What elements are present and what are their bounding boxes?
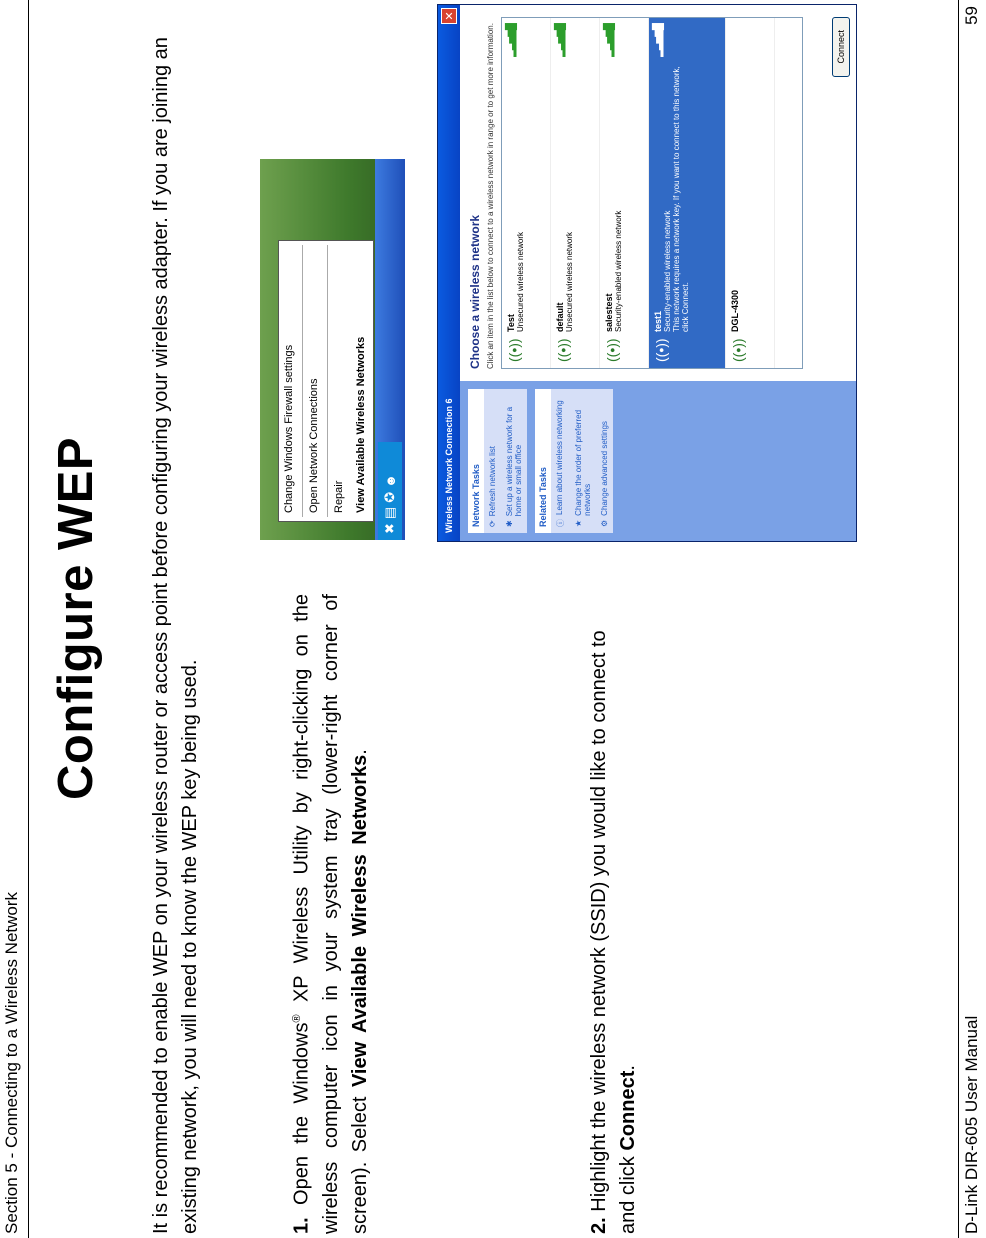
step-1-number: 1. [290, 1217, 313, 1234]
antenna-icon: ((•)) [506, 338, 522, 362]
signal-bars-icon: ▂▃▅▆█ [604, 24, 615, 57]
network-detail: This network requires a network key. If you want to connect to this network, click Connect. [672, 66, 690, 332]
network-name: DGL-4300 [730, 289, 740, 332]
close-button[interactable]: ✕ [441, 8, 457, 24]
advanced-label: Change advanced settings [600, 421, 609, 516]
related-tasks-pane [535, 389, 613, 533]
choose-network-heading: Choose a wireless network [468, 214, 482, 369]
step-1-text: Open the Windows [290, 1022, 313, 1205]
network-name: default [555, 302, 565, 332]
step-1-end: . [348, 749, 371, 755]
related-tasks-header: Related Tasks [535, 389, 551, 533]
signal-bars-icon: ▂▃▅▆█ [653, 24, 664, 57]
button-row [836, 17, 846, 77]
learn-label: Learn about wireless networking [555, 400, 564, 515]
tray-context-menu [278, 240, 374, 522]
menu-item-firewall[interactable]: Change Windows Firewall settings [283, 344, 295, 513]
step-1-text-cont: XP Wireless Utility by right-clicking on the wireless computer icon in your system tray (lower-right corner of screen). Select [290, 593, 371, 1234]
network-item[interactable] [502, 18, 551, 368]
network-tasks-header: Network Tasks [468, 389, 484, 533]
page-title: Configure WEP [49, 436, 103, 800]
antenna-icon: ((•)) [555, 338, 571, 362]
step-1 [283, 594, 375, 1234]
star-icon: ★ [574, 519, 583, 527]
network-status: Unsecured wireless network [516, 231, 525, 332]
order-label: Change the order of preferred networks [574, 409, 592, 516]
refresh-icon: ⟳ [488, 520, 497, 527]
setup-icon: ✱ [505, 520, 514, 527]
messenger-tray-icon[interactable]: ☻ [382, 474, 398, 488]
system-tray [378, 442, 402, 540]
network-name: test1 [653, 310, 663, 332]
network-item[interactable] [600, 18, 649, 368]
order-task[interactable] [570, 389, 596, 533]
network-status: Security-enabled wireless network [614, 210, 623, 332]
page-number: 59 [962, 6, 981, 25]
window-title: Wireless Network Connection 6 [444, 398, 454, 533]
learn-task[interactable] [551, 389, 570, 533]
menu-item-repair[interactable]: Repair [333, 480, 345, 513]
setup-task[interactable] [501, 389, 527, 533]
signal-bars-icon: ▂▃▅▆█ [555, 24, 566, 57]
step-2-bold: Connect [617, 1070, 639, 1151]
network-tasks-pane [468, 389, 527, 533]
registered-mark: ® [291, 1014, 303, 1023]
network-item[interactable] [726, 18, 775, 368]
intro-paragraph: It is recommended to enable WEP on your wireless router or access point before configuring your wireless adapter. If you are joining an existing network, you will need to know the WEP key being used. [150, 37, 201, 1234]
step-2 [585, 594, 643, 1234]
network-list-area [460, 5, 856, 381]
signal-bars-icon: ▂▃▅▆█ [506, 24, 517, 57]
step-1-bold: View Available Wireless Networks [348, 754, 371, 1088]
network-item[interactable] [551, 18, 600, 368]
network-item-selected[interactable] [649, 18, 726, 368]
step-2-text: Highlight the wireless network (SSID) you would like to connect to and click [588, 630, 639, 1234]
choose-network-description: Click an item in the list below to connect to a wireless network in range or to get more information. [486, 23, 495, 369]
antenna-icon: ((•)) [730, 338, 746, 362]
wireless-network-window [437, 4, 857, 542]
menu-item-network-connections[interactable]: Open Network Connections [308, 378, 320, 513]
step-2-end: . [617, 1065, 639, 1071]
settings-icon: ⚙ [600, 519, 609, 527]
tray-menu-screenshot [260, 159, 405, 540]
network-status: Unsecured wireless network [565, 231, 574, 332]
network-list [501, 17, 803, 369]
window-titlebar [438, 5, 460, 541]
task-sidebar [460, 381, 856, 541]
menu-separator [302, 245, 303, 517]
menu-item-view-networks[interactable]: View Available Wireless Networks [355, 336, 367, 513]
manual-name: D-Link DIR-605 User Manual [962, 1015, 981, 1234]
taskbar [375, 159, 405, 540]
advanced-task[interactable] [596, 389, 613, 533]
menu-separator [327, 245, 328, 517]
setup-label: Set up a wireless network for a home or small office [505, 406, 523, 517]
antenna-icon: ((•)) [653, 338, 669, 362]
info-icon: ⓘ [556, 519, 565, 527]
network-status: Security-enabled wireless network [663, 210, 672, 332]
refresh-task[interactable] [484, 389, 501, 533]
network-name: Test [506, 314, 516, 332]
footer-rule [958, 0, 959, 1238]
network-name: salestest [604, 293, 614, 332]
header-rule [28, 0, 29, 1238]
step-2-number: 2. [588, 1217, 610, 1234]
antenna-icon: ((•)) [604, 338, 620, 362]
security-tray-icon[interactable]: ✪ [382, 491, 397, 503]
connect-button[interactable]: Connect [832, 17, 850, 77]
refresh-label: Refresh network list [488, 446, 497, 517]
network-tray-icon[interactable]: ▤ [382, 506, 397, 520]
section-header: Section 5 - Connecting to a Wireless Network [2, 891, 21, 1234]
wireless-tray-icon[interactable]: ✖ [382, 523, 397, 534]
